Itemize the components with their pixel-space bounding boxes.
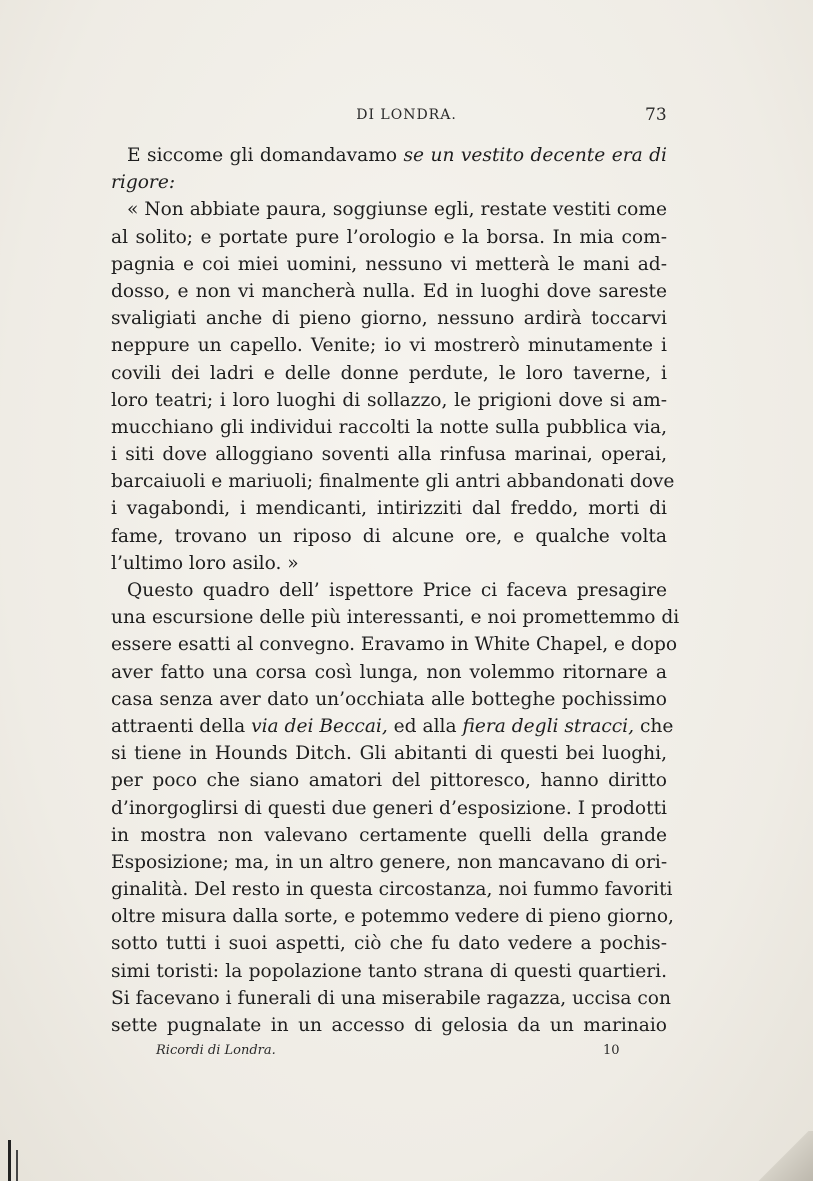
text-line: essere esatti al convegno. Eravamo in White Chapel, e dopo bbox=[111, 634, 678, 656]
italic-run: fiera degli stracci, bbox=[462, 715, 635, 737]
page-number: 73 bbox=[645, 105, 667, 125]
page-corner-fold bbox=[753, 1131, 813, 1181]
text-line: Questo quadro dell’ ispettore Price ci faceva presagire bbox=[127, 580, 667, 601]
text-line: pagnia e coi miei uomini, nessuno vi metterà le mani ad- bbox=[111, 253, 667, 275]
text-line: i siti dove alloggiano soventi alla rinfusa marinai, operai, bbox=[111, 444, 667, 466]
text-line: per poco che siano amatori del pittoresco, hanno diritto bbox=[111, 770, 667, 792]
text-line: barcaiuoli e mariuoli; finalmente gli antri abbandonati dove bbox=[111, 471, 675, 493]
text-line: neppure un capello. Venite; io vi mostrerò minutamente i bbox=[111, 335, 667, 357]
text-line: dosso, e non vi mancherà nulla. Ed in luoghi dove sareste bbox=[111, 280, 667, 302]
text-line bbox=[111, 142, 667, 169]
text-run: che bbox=[634, 715, 674, 737]
text-line: al solito; e portate pure l’orologio e la borsa. In mia com- bbox=[111, 226, 667, 248]
text-line: i vagabondi, i mendicanti, intirizziti dal freddo, morti di bbox=[111, 498, 667, 520]
text-line: in mostra non valevano certamente quelli della grande bbox=[111, 824, 667, 846]
text-line bbox=[111, 169, 667, 196]
text-line: loro teatri; i loro luoghi di sollazzo, le prigioni dove si am- bbox=[111, 389, 667, 411]
text-line: d’inorgoglirsi di questi due generi d’esposizione. I prodotti bbox=[111, 797, 667, 819]
text-line: aver fatto una corsa così lunga, non volemmo ritornare a bbox=[111, 661, 667, 683]
text-line: casa senza aver dato un’occhiata alle botteghe pochissimo bbox=[111, 688, 667, 710]
text-line: fame, trovano un riposo di alcune ore, e qualche volta bbox=[111, 525, 667, 547]
scan-edge-mark bbox=[8, 1140, 11, 1181]
text-line: una escursione delle più interessanti, e noi promettemmo di bbox=[111, 607, 680, 629]
text-line: mucchiano gli individui raccolti la notte sulla pubblica via, bbox=[111, 416, 667, 438]
italic-run: via dei Beccai, bbox=[251, 715, 388, 737]
italic-run: se un vestito decente era di bbox=[403, 145, 667, 166]
text-run: ed alla bbox=[387, 715, 463, 737]
italic-run: rigore: bbox=[111, 172, 176, 194]
text-line: svaligiati anche di pieno giorno, nessuno ardirà toccarvi bbox=[111, 308, 667, 330]
text-line: sette pugnalate in un accesso di gelosia da un marinaio bbox=[111, 1015, 667, 1036]
running-head: DI LONDRA. bbox=[356, 107, 457, 123]
text-line: si tiene in Hounds Ditch. Gli abitanti di questi bei luoghi, bbox=[111, 743, 667, 765]
text-line: l’ultimo loro asilo. » bbox=[111, 552, 299, 574]
text-line: « Non abbiate paura, soggiunse egli, restate vestiti come bbox=[127, 199, 667, 221]
text-line: Si facevano i funerali di una miserabile ragazza, uccisa con bbox=[111, 987, 671, 1009]
sheet-number: 10 bbox=[603, 1043, 620, 1058]
text-line bbox=[111, 713, 674, 740]
scan-edge-mark bbox=[16, 1150, 18, 1181]
footer-signature: Ricordi di Londra. bbox=[156, 1043, 276, 1058]
text-line: ginalità. Del resto in questa circostanza, noi fummo favoriti bbox=[111, 879, 673, 901]
text-run: E siccome gli domandavamo bbox=[127, 145, 404, 166]
text-line: Esposizione; ma, in un altro genere, non mancavano di ori- bbox=[111, 851, 668, 873]
page-text bbox=[111, 142, 680, 1039]
text-line: covili dei ladri e delle donne perdute, le loro taverne, i bbox=[111, 362, 667, 384]
text-line: simi toristi: la popolazione tanto strana di questi quartieri. bbox=[111, 960, 667, 982]
text-line: oltre misura dalla sorte, e potemmo vedere di pieno giorno, bbox=[111, 906, 674, 928]
text-line: sotto tutti i suoi aspetti, ciò che fu dato vedere a pochis- bbox=[111, 933, 667, 955]
text-run: attraenti della bbox=[111, 715, 252, 737]
